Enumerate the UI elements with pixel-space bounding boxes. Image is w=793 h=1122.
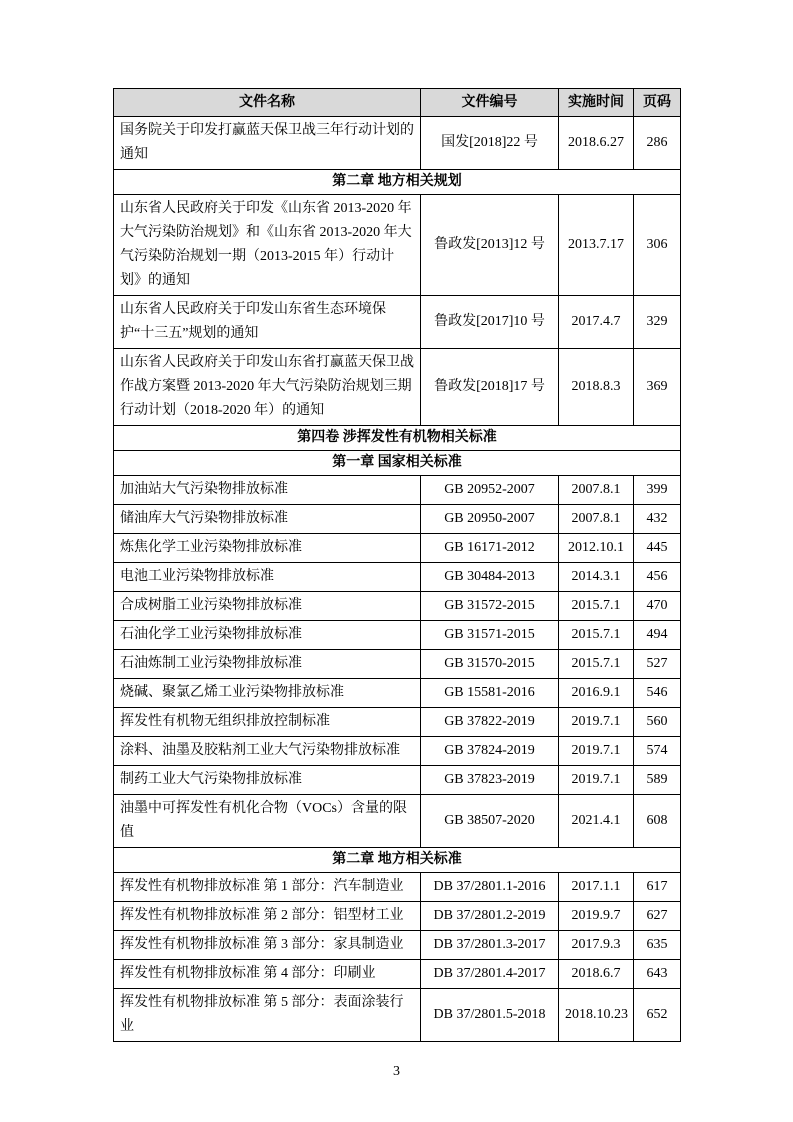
page-value: 399	[634, 476, 681, 505]
implementation-date: 2014.3.1	[559, 563, 634, 592]
table-header	[114, 89, 681, 117]
document-number: GB 38507-2020	[421, 795, 559, 848]
page-value: 608	[634, 795, 681, 848]
page-value: 574	[634, 737, 681, 766]
document-row	[114, 534, 681, 563]
document-row	[114, 766, 681, 795]
document-number: 国发[2018]22 号	[421, 117, 559, 170]
document-row	[114, 563, 681, 592]
document-number: 鲁政发[2013]12 号	[421, 195, 559, 296]
implementation-date: 2012.10.1	[559, 534, 634, 563]
document-number: GB 37823-2019	[421, 766, 559, 795]
page-value: 627	[634, 902, 681, 931]
document-row	[114, 737, 681, 766]
page-value: 643	[634, 960, 681, 989]
document-title: 挥发性有机物排放标准 第 5 部分：表面涂装行业	[114, 989, 421, 1042]
page-value: 286	[634, 117, 681, 170]
document-number: DB 37/2801.2-2019	[421, 902, 559, 931]
page-value: 494	[634, 621, 681, 650]
document-number: GB 20950-2007	[421, 505, 559, 534]
document-row	[114, 296, 681, 349]
document-number: DB 37/2801.3-2017	[421, 931, 559, 960]
table-header-row	[114, 89, 681, 117]
document-title: 烧碱、聚氯乙烯工业污染物排放标准	[114, 679, 421, 708]
implementation-date: 2017.1.1	[559, 873, 634, 902]
implementation-date: 2019.7.1	[559, 737, 634, 766]
implementation-date: 2018.6.27	[559, 117, 634, 170]
section-header-row	[114, 451, 681, 476]
implementation-date: 2017.9.3	[559, 931, 634, 960]
implementation-date: 2018.10.23	[559, 989, 634, 1042]
document-number: DB 37/2801.5-2018	[421, 989, 559, 1042]
document-row	[114, 592, 681, 621]
column-header-file-number: 文件编号	[421, 89, 559, 117]
document-number: GB 37824-2019	[421, 737, 559, 766]
page-number: 3	[393, 1064, 400, 1079]
document-title: 挥发性有机物排放标准 第 1 部分：汽车制造业	[114, 873, 421, 902]
section-title: 第二章 地方相关标准	[114, 848, 681, 873]
implementation-date: 2015.7.1	[559, 592, 634, 621]
document-row	[114, 902, 681, 931]
page-value: 546	[634, 679, 681, 708]
document-row	[114, 650, 681, 679]
document-row	[114, 195, 681, 296]
section-title: 第一章 国家相关标准	[114, 451, 681, 476]
document-row	[114, 931, 681, 960]
document-row	[114, 679, 681, 708]
document-row	[114, 117, 681, 170]
document-title: 石油化学工业污染物排放标准	[114, 621, 421, 650]
implementation-date: 2019.7.1	[559, 708, 634, 737]
page-value: 445	[634, 534, 681, 563]
document-number: 鲁政发[2017]10 号	[421, 296, 559, 349]
implementation-date: 2007.8.1	[559, 505, 634, 534]
implementation-date: 2017.4.7	[559, 296, 634, 349]
implementation-date: 2019.7.1	[559, 766, 634, 795]
document-title: 电池工业污染物排放标准	[114, 563, 421, 592]
document-title: 油墨中可挥发性有机化合物（VOCs）含量的限值	[114, 795, 421, 848]
document-number: DB 37/2801.4-2017	[421, 960, 559, 989]
document-title: 制药工业大气污染物排放标准	[114, 766, 421, 795]
document-title: 加油站大气污染物排放标准	[114, 476, 421, 505]
document-row	[114, 349, 681, 426]
table-body	[114, 117, 681, 1042]
document-title: 山东省人民政府关于印发山东省打赢蓝天保卫战作战方案暨 2013-2020 年大气污染防治规划三期行动计划（2018-2020 年）的通知	[114, 349, 421, 426]
implementation-date: 2013.7.17	[559, 195, 634, 296]
page-value: 369	[634, 349, 681, 426]
page-value: 470	[634, 592, 681, 621]
implementation-date: 2015.7.1	[559, 650, 634, 679]
document-title: 储油库大气污染物排放标准	[114, 505, 421, 534]
section-title: 第二章 地方相关规划	[114, 170, 681, 195]
document-number: 鲁政发[2018]17 号	[421, 349, 559, 426]
section-header-row	[114, 426, 681, 451]
document-row	[114, 476, 681, 505]
page-value: 456	[634, 563, 681, 592]
document-number: GB 31571-2015	[421, 621, 559, 650]
implementation-date: 2019.9.7	[559, 902, 634, 931]
column-header-implementation-date: 实施时间	[559, 89, 634, 117]
section-header-row	[114, 848, 681, 873]
page-value: 652	[634, 989, 681, 1042]
document-title: 山东省人民政府关于印发《山东省 2013-2020 年大气污染防治规划》和《山东省 2013-2020 年大气污染防治规划一期（2013-2015 年）行动计划》的通知	[114, 195, 421, 296]
implementation-date: 2018.6.7	[559, 960, 634, 989]
page-value: 306	[634, 195, 681, 296]
document-row	[114, 960, 681, 989]
implementation-date: 2018.8.3	[559, 349, 634, 426]
page-value: 329	[634, 296, 681, 349]
document-title: 挥发性有机物无组织排放控制标准	[114, 708, 421, 737]
document-title: 挥发性有机物排放标准 第 2 部分：铝型材工业	[114, 902, 421, 931]
document-row	[114, 989, 681, 1042]
document-title: 国务院关于印发打赢蓝天保卫战三年行动计划的通知	[114, 117, 421, 170]
implementation-date: 2007.8.1	[559, 476, 634, 505]
document-title: 挥发性有机物排放标准 第 4 部分：印刷业	[114, 960, 421, 989]
document-row	[114, 621, 681, 650]
document-number: GB 31572-2015	[421, 592, 559, 621]
document-number: GB 20952-2007	[421, 476, 559, 505]
column-header-page-no: 页码	[634, 89, 681, 117]
document-title: 涂料、油墨及胶粘剂工业大气污染物排放标准	[114, 737, 421, 766]
document-number: GB 37822-2019	[421, 708, 559, 737]
document-title: 炼焦化学工业污染物排放标准	[114, 534, 421, 563]
document-row	[114, 505, 681, 534]
column-header-file-name: 文件名称	[114, 89, 421, 117]
implementation-date: 2021.4.1	[559, 795, 634, 848]
page-value: 635	[634, 931, 681, 960]
page-value: 617	[634, 873, 681, 902]
page-value: 589	[634, 766, 681, 795]
section-header-row	[114, 170, 681, 195]
documents-index-table	[113, 88, 681, 1042]
document-title: 石油炼制工业污染物排放标准	[114, 650, 421, 679]
document-row	[114, 708, 681, 737]
document-title: 山东省人民政府关于印发山东省生态环境保护“十三五”规划的通知	[114, 296, 421, 349]
document-number: GB 16171-2012	[421, 534, 559, 563]
document-row	[114, 873, 681, 902]
implementation-date: 2015.7.1	[559, 621, 634, 650]
document-row	[114, 795, 681, 848]
page-value: 432	[634, 505, 681, 534]
document-title: 挥发性有机物排放标准 第 3 部分：家具制造业	[114, 931, 421, 960]
document-number: GB 31570-2015	[421, 650, 559, 679]
document-number: GB 30484-2013	[421, 563, 559, 592]
page-value: 560	[634, 708, 681, 737]
page-value: 527	[634, 650, 681, 679]
document-number: GB 15581-2016	[421, 679, 559, 708]
section-title: 第四卷 涉挥发性有机物相关标准	[114, 426, 681, 451]
implementation-date: 2016.9.1	[559, 679, 634, 708]
document-number: DB 37/2801.1-2016	[421, 873, 559, 902]
document-title: 合成树脂工业污染物排放标准	[114, 592, 421, 621]
